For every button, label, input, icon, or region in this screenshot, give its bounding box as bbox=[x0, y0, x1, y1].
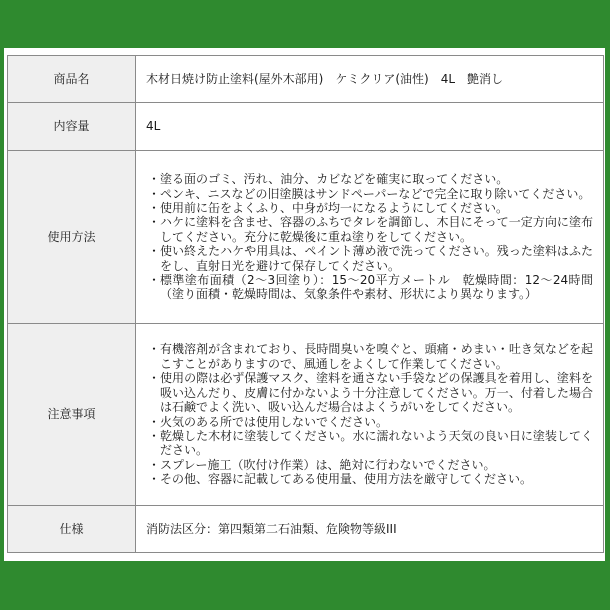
row-specification bbox=[8, 506, 604, 553]
precaution-item: ・ スプレー施工（吹付け作業）は、絶対に行わないでください。 bbox=[148, 457, 496, 472]
frame-top bbox=[0, 0, 610, 48]
spec-table bbox=[7, 55, 604, 553]
usage-item: ・ 塗る面のゴミ、汚れ、油分、カビなどを確実に取ってください。 bbox=[148, 172, 509, 187]
value-product-name: 木材日焼け防止塗料(屋外木部用) ケミクリア(油性) 4L 艶消し bbox=[136, 56, 604, 103]
frame-bottom bbox=[0, 561, 610, 610]
precaution-item: ・ 使用の際は必ず保護マスク、塗料を通さない手袋などの保護具を着用し、塗料を吸い込んだり、皮膚に付かないよう十分注意してください。万一、付着した場合は石鹸でよく洗い、吸い込んだ場合はよくうがいをしてください。 bbox=[148, 371, 593, 415]
value-content-volume: 4L bbox=[136, 103, 604, 151]
precaution-item: ・ 火気のある所では使用しないでください。 bbox=[148, 414, 389, 429]
label-usage: 使用方法 bbox=[8, 151, 136, 324]
label-specification: 仕様 bbox=[8, 506, 136, 553]
value-precautions bbox=[136, 324, 604, 506]
value-specification: 消防法区分：第四類第二石油類、危険物等級III bbox=[136, 506, 604, 553]
usage-item: ・ 標準塗布面積（2～3回塗り）：15～20平方メートル 乾燥時間：12～24時間（塗り面積・乾燥時間は、気象条件や素材、形状により異なります。） bbox=[148, 273, 593, 302]
usage-item: ・ 使い終えたハケや用具は、ペイント薄め液で洗ってください。残った塗料はふたをし、直射日光を避けて保存してください。 bbox=[148, 244, 593, 273]
label-content-volume: 内容量 bbox=[8, 103, 136, 151]
row-product-name bbox=[8, 56, 604, 103]
precaution-item: ・ 有機溶剤が含まれており、長時間臭いを嗅ぐと、頭痛・めまい・吐き気などを起こすことがありますので、風通しをよくして作業してください。 bbox=[148, 342, 593, 371]
usage-item: ・ ハケに塗料を含ませ、容器のふちでタレを調節し、木目にそって一定方向に塗布してください。充分に乾燥後に重ね塗りをしてください。 bbox=[148, 215, 593, 244]
value-usage bbox=[136, 151, 604, 324]
row-precautions bbox=[8, 324, 604, 506]
label-precautions: 注意事項 bbox=[8, 324, 136, 506]
row-content-volume bbox=[8, 103, 604, 151]
frame-left bbox=[0, 48, 4, 561]
precaution-item: ・ その他、容器に記載してある使用量、使用方法を厳守してください。 bbox=[148, 472, 533, 487]
precaution-item: ・ 乾燥した木材に塗装してください。水に濡れないよう天気の良い日に塗装してください。 bbox=[148, 428, 593, 458]
precautions-list bbox=[146, 342, 593, 486]
label-product-name: 商品名 bbox=[8, 56, 136, 103]
usage-item: ・ 使用前に缶をよくふり、中身が均一になるようにしてください。 bbox=[148, 200, 509, 215]
row-usage bbox=[8, 151, 604, 324]
usage-list bbox=[146, 172, 593, 302]
usage-item: ・ ペンキ、ニスなどの旧塗膜はサンドペーパーなどで完全に取り除いてください。 bbox=[148, 186, 591, 201]
frame-right bbox=[605, 48, 610, 561]
